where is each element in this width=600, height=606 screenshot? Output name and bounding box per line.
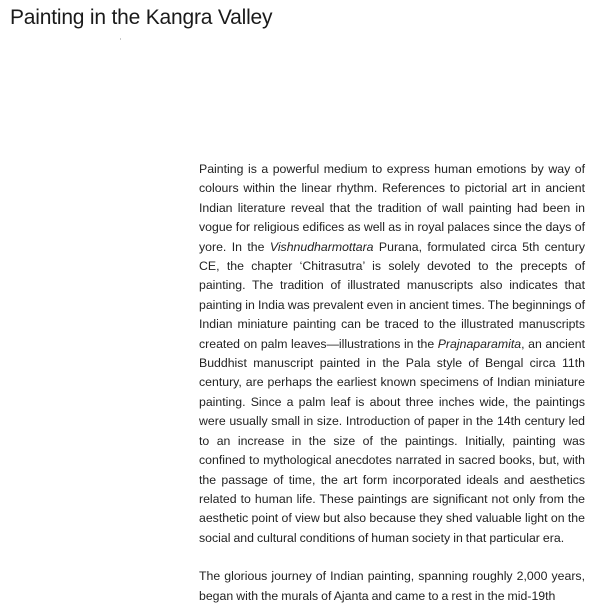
paragraph-1 xyxy=(199,160,585,548)
paragraph-1-italic-vishnudharmottara: Vishnudharmottara xyxy=(269,239,374,254)
paragraph-1-italic-prajnaparamita: Prajnaparamita xyxy=(437,336,522,351)
paragraph-1-text-b: Purana, formulated circa 5th century CE, the chapter ‘Chitrasutra’ is solely devoted to the precepts of painting. The tradition of illustrated manuscripts also indicates that painting in India was prevalent even in ancient times. The beginnings of Indian miniature painting can be traced to the illustrated manuscripts created on palm leaves—illustrations in the xyxy=(199,239,585,351)
body-text xyxy=(199,160,585,606)
page-title: Painting in the Kangra Valley xyxy=(10,6,273,29)
paragraph-1-text-a: Painting is a powerful medium to express human emotions by way of colours within the linear rhythm. References to pictorial art in ancient Indian literature reveal that the tradition of wall painting had been in vogue for religious edifices as well as in royal palaces since the days of yore. In the xyxy=(199,162,585,254)
paragraph-1-text-c: , an ancient Buddhist manuscript painted in the Pala style of Bengal circa 11th century, are perhaps the earliest known specimens of Indian miniature painting. Since a palm leaf is about three inches wide, the paintings were usually small in size. Introduction of paper in the 14th century led to an increase in the size of the paintings. Initially, painting was confined to mythological anecdotes narrated in sacred books, but, with the passage of time, the art form incorporated ideals and aesthetics related to human life. These paintings are significant not only from the aesthetic point of view but also because they shed valuable light on the social and cultural conditions of human society in that particular era. xyxy=(199,336,585,545)
paragraph-2: The glorious journey of Indian painting, spanning roughly 2,000 years, began with the murals of Ajanta and came to a rest in the mid-19th xyxy=(199,569,585,603)
scan-speck xyxy=(120,38,121,40)
